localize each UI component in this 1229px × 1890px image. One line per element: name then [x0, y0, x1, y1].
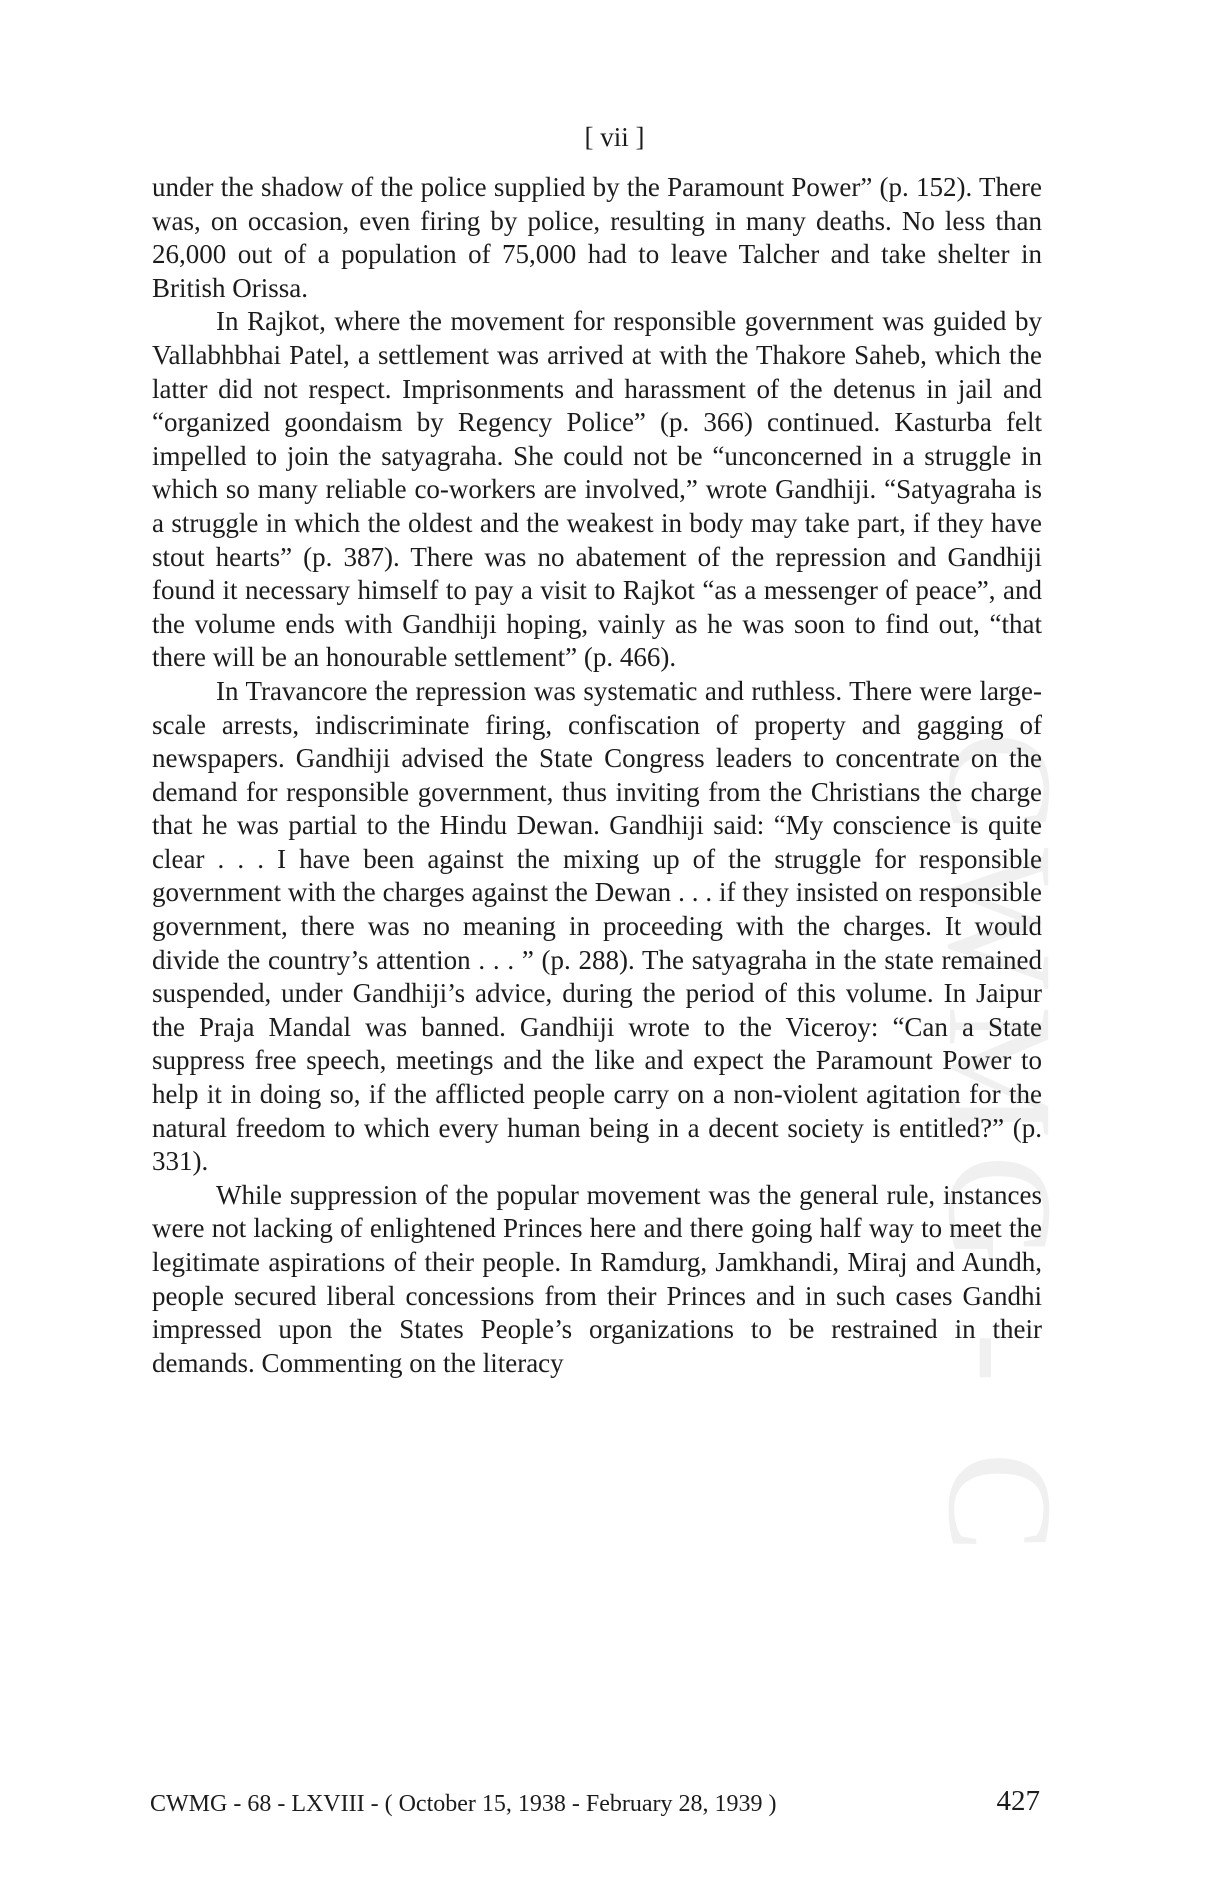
footer-citation: CWMG - 68 - LXVIII - ( October 15, 1938 - February 28, 1939 ) [150, 1791, 777, 1817]
page-number: 427 [996, 1785, 1040, 1817]
paragraph-1: under the shadow of the police supplied by the Paramount Power” (p. 152). There was, on occasion, even firing by police, resulting in many deaths. No less than 26,000 out of a population of 75,000 had to leave Talcher and take shelter in British Orissa. [152, 172, 1042, 303]
watermark: CWMG - C [917, 731, 1083, 1569]
paragraph-3: In Travancore the repression was systematic and ruthless. There were large-scale arrests, indiscriminate firing, confiscation of property and gagging of newspapers. Gandhiji advised the State Congress leaders to concentrate on the demand for responsible government, thus inviting from the Christians the charge that he was partial to the Hindu Dewan. Gandhiji said: “My conscience is quite clear . . . I have been against the mixing up of the struggle for responsible government with the charges against the Dewan . . . if they insisted on responsible government, there was no meaning in proceeding with the charges. It would divide the country’s attention . . . ” (p. 288). The satyagraha in the state remained suspended, under Gandhiji’s advice, during the period of this volume. In Jaipur the Praja Mandal was banned. Gandhiji wrote to the Viceroy: “Can a State suppress free speech, meetings and the like and expect the Paramount Power to help it in doing so, if the afflicted people carry on a non-violent agitation for the natural freedom to which every human being in a decent society is entitled?” (p. 331). [152, 675, 1042, 1177]
page-header: [ vii ] [584, 122, 645, 152]
paragraph-2: In Rajkot, where the movement for responsible government was guided by Vallabhbhai Patel, a settlement was arrived at with the Thakore Saheb, which the latter did not respect. Imprisonments and harassment of the detenus in jail and “organized goondaism by Regency Police” (p. 366) continued. Kasturba felt impelled to join the satyagraha. She could not be “unconcerned in a struggle in which so many reliable co-workers are involved,” wrote Gandhiji. “Satyagraha is a struggle in which the oldest and the weakest in body may take part, if they have stout hearts” (p. 387). There was no abatement of the repression and Gandhiji found it necessary himself to pay a visit to Rajkot “as a messenger of peace”, and the volume ends with Gandhiji hoping, vainly as he was soon to find out, “that there will be an honourable settlement” (p. 466). [152, 306, 1042, 673]
body-text [152, 171, 1042, 1380]
paragraph-4: While suppression of the popular movement was the general rule, instances were not lacking of enlightened Princes here and there going half way to meet the legitimate aspirations of their people. In Ramdurg, Jamkhandi, Miraj and Aundh, people secured liberal concessions from their Princes and in such cases Gandhi impressed upon the States People’s organizations to be restrained in their demands. Commenting on the literacy [152, 1179, 1042, 1378]
